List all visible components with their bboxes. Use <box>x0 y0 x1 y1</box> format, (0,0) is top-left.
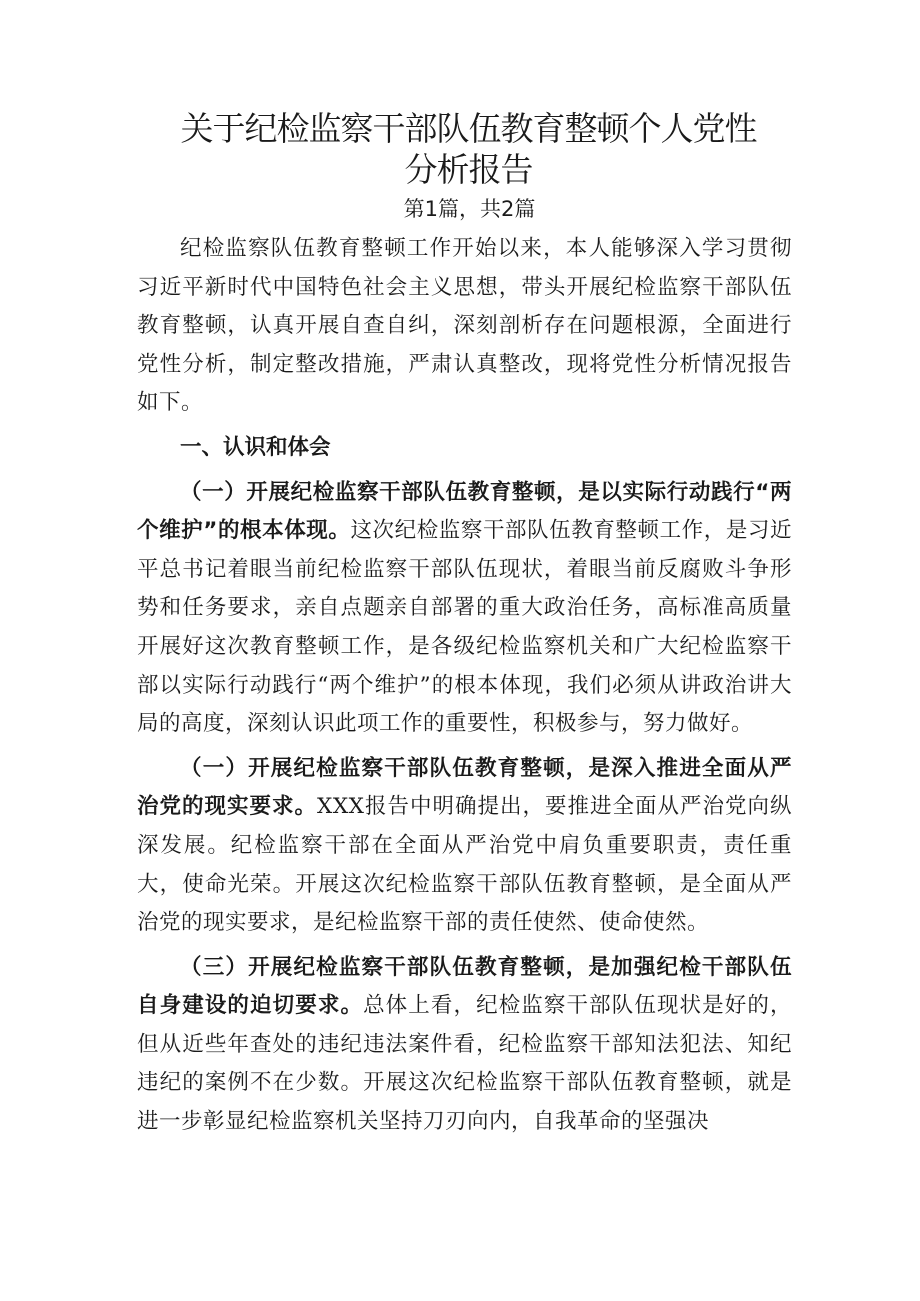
document-title <box>137 108 792 190</box>
paragraph-3 <box>137 949 792 1142</box>
paragraph-2-body: XXX报告中明确提出，要推进全面从严治党向纵深发展。纪检监察干部在全面从严治党中肩负重要职责，责任重大，使命光荣。开展这次纪检监察干部队伍教育整顿，是全面从严治党的现实要求，是纪检监察干部的责任使然、使命使然。 <box>137 794 792 936</box>
paragraph-1-body: 这次纪检监察干部队伍教育整顿工作，是习近平总书记着眼当前纪检监察干部队伍现状，着眼当前反腐败斗争形势和任务要求，亲自点题亲自部署的重大政治任务，高标准高质量开展好这次教育整顿工作，是各级纪检监察机关和广大纪检监察干部以实际行动践行“两个维护”的根本体现，我们必须从讲政治讲大局的高度，深刻认识此项工作的重要性，积极参与，努力做好。 <box>137 518 792 737</box>
title-line-2: 分析报告 <box>404 150 533 189</box>
paragraph-3-lead: （三）开展纪检监察干部队伍教育整顿，是加强纪检干部队伍自身建设的迫切要求。 <box>137 954 792 1019</box>
paragraph-2 <box>137 750 792 943</box>
paragraph-1-lead: （一）开展纪检监察干部队伍教育整顿，是以实际行动践行“两个维护”的根本体现。 <box>137 479 792 544</box>
intro-paragraph: 纪检监察队伍教育整顿工作开始以来，本人能够深入学习贯彻习近平新时代中国特色社会主义思想，带头开展纪检监察干部队伍教育整顿，认真开展自查自纠，深刻剖析存在问题根源，全面进行党性分析，制定整改措施，严肃认真整改，现将党性分析情况报告如下。 <box>137 236 792 416</box>
section-heading-1: 一、认识和体会 <box>180 434 331 460</box>
document-subtitle: 第1篇，共2篇 <box>403 197 536 221</box>
title-line-1: 关于纪检监察干部队伍教育整顿个人党性 <box>180 109 757 148</box>
paragraph-1 <box>137 474 792 744</box>
paragraph-3-body: 总体上看，纪检监察干部队伍现状是好的，但从近些年查处的违纪违法案件看，纪检监察干部知法犯法、知纪违纪的案例不在少数。开展这次纪检监察干部队伍教育整顿，就是进一步彰显纪检监察机关坚持刀刃向内，自我革命的坚强决 <box>137 993 792 1135</box>
paragraph-2-lead: （一）开展纪检监察干部队伍教育整顿，是深入推进全面从严治党的现实要求。 <box>137 755 792 820</box>
